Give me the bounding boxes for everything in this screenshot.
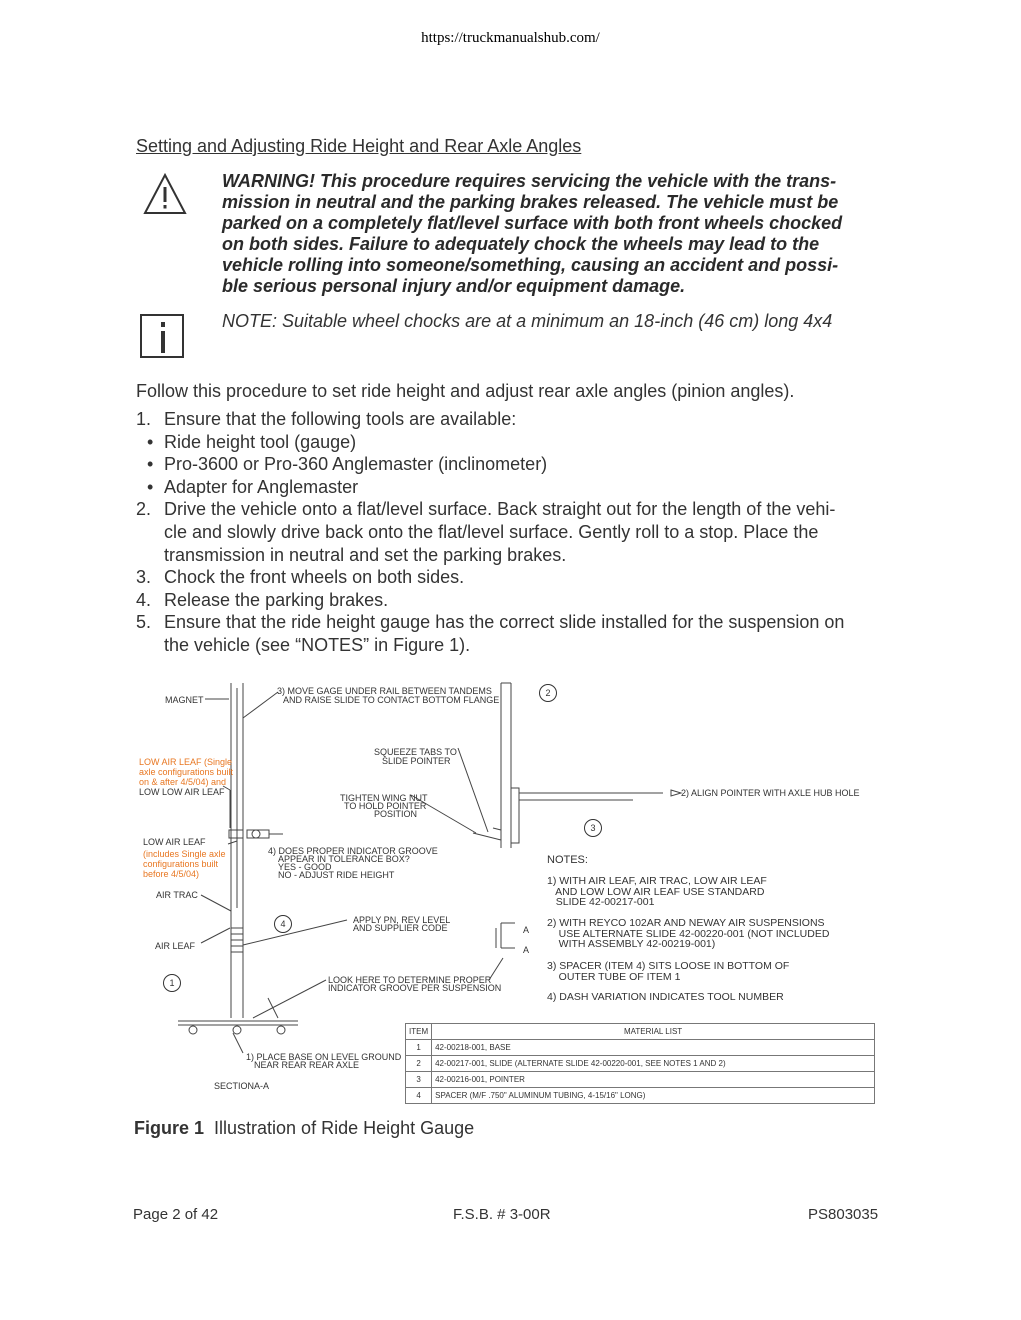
notes-title: NOTES: [547,854,588,866]
callout-2: 2 [539,684,557,702]
tighten-wing-label: TO HOLD POINTER [344,801,427,811]
info-icon [140,314,184,358]
warning-line: vehicle rolling into someone/something, causing an accident and possi- [222,255,839,275]
warning-icon [143,172,187,216]
warning-text [222,171,887,297]
apply-pn-label: AND SUPPLIER CODE [353,923,448,933]
note-2: 2) WITH REYCO 102AR AND NEWAY AIR SUSPENSIONS USE ALTERNATE SLIDE 42-00220-001 (NOT INCLUDED WITH ASSEMBLY 42-00219-001) [547,917,830,950]
low-air-leaf-before-label: (includes Single axle [143,849,226,859]
section-heading: Setting and Adjusting Ride Height and Rear Axle Angles [136,136,582,156]
table-row: 1 42-00218-001, BASE [406,1040,875,1056]
note-3: 3) SPACER (ITEM 4) SITS LOOSE IN BOTTOM OF OUTER TUBE OF ITEM 1 [547,960,790,983]
callout-3: 3 [584,819,602,837]
figure-ride-height-gauge [133,678,893,1108]
page-number: Page 2 of 42 [133,1206,219,1223]
indicator-groove-label: APPEAR IN TOLERANCE BOX? [278,854,410,864]
indicator-groove-label: NO - ADJUST RIDE HEIGHT [278,870,395,880]
look-here-label: INDICATOR GROOVE PER SUSPENSION [328,983,502,993]
look-here-label: LOOK HERE TO DETERMINE PROPER [328,975,492,985]
tighten-wing-label: POSITION [374,809,418,819]
magnet-label: MAGNET [165,695,204,705]
low-air-leaf-label: LOW AIR LEAF [143,837,206,847]
section-mark-a: A [523,945,530,955]
table-row: 3 42-00216-001, POINTER [406,1072,875,1088]
place-base-label: NEAR REAR REAR AXLE [254,1060,360,1070]
table-header-item: ITEM [406,1024,432,1040]
part-number: PS803035 [808,1206,879,1223]
apply-pn-label: APPLY PN, REV LEVEL [353,915,451,925]
figure-caption-label: Figure 1 [134,1118,205,1138]
warning-line: mission in neutral and the parking brakes released. The vehicle must be [222,192,839,212]
warning-line: WARNING! This procedure requires servicing the vehicle with the trans- [222,171,837,191]
tool-item: • Adapter for Anglemaster [147,476,359,497]
tool-item: • Ride height tool (gauge) [147,431,357,452]
low-air-leaf-before-label: configurations built [143,859,219,869]
warning-line: parked on a completely flat/level surface with both front wheels chocked [222,213,843,233]
low-air-leaf-before-label: before 4/5/04) [143,869,200,879]
move-gage-label: AND RAISE SLIDE TO CONTACT BOTTOM FLANGE [283,695,500,705]
table-row: 4 SPACER (M/F .750" ALUMINUM TUBING, 4-15/16" LONG) [406,1088,875,1104]
indicator-groove-label: YES - GOOD [278,862,332,872]
section-mark-a: A [523,925,530,935]
source-url[interactable]: https://truckmanualshub.com/ [421,30,600,46]
low-air-leaf-single-label: axle configurations built [139,767,234,777]
table-header-title: MATERIAL LIST [432,1024,875,1040]
figure-caption-text: Illustration of Ride Height Gauge [214,1118,475,1138]
intro-text: Follow this procedure to set ride height and adjust rear axle angles (pinion angles). [136,381,795,401]
low-low-air-leaf-label: LOW LOW AIR LEAF [139,787,225,797]
note-text: NOTE: Suitable wheel chocks are at a minimum an 18-inch (46 cm) long 4x4 [222,311,833,331]
step-5: 5. Ensure that the ride height gauge has the correct slide installed for the suspension on the vehicle (see “NOTES” in Figure 1). [136,612,845,655]
warning-line: ble serious personal injury and/or equipment damage. [222,276,686,296]
squeeze-tabs-label: SQUEEZE TABS TO [374,747,457,757]
air-leaf-label: AIR LEAF [155,941,196,951]
low-air-leaf-single-label: on & after 4/5/04) and [139,777,227,787]
table-row: 2 42-00217-001, SLIDE (ALTERNATE SLIDE 42-00220-001, SEE NOTES 1 AND 2) [406,1056,875,1072]
step-2: 2. Drive the vehicle onto a flat/level surface. Back straight out for the length of the vehi- cle and slowly drive back onto the flat/level surface. Gently roll to a stop. Place the transmission in neutral and set the parking brakes. [136,499,836,565]
document-code: F.S.B. # 3-00R [453,1206,551,1223]
indicator-groove-label: 4) DOES PROPER INDICATOR GROOVE [268,846,438,856]
note-1: 1) WITH AIR LEAF, AIR TRAC, LOW AIR LEAF AND LOW LOW AIR LEAF USE STANDARD SLIDE 42-00217-001 [547,875,767,908]
squeeze-tabs-label: SLIDE POINTER [382,756,451,766]
section-label: SECTIONA-A [214,1081,270,1091]
note-4: 4) DASH VARIATION INDICATES TOOL NUMBER [547,991,784,1003]
step-3: 3. Chock the front wheels on both sides. [136,567,465,588]
place-base-label: 1) PLACE BASE ON LEVEL GROUND [246,1052,402,1062]
step-4: 4. Release the parking brakes. [136,589,389,610]
step-1: 1. Ensure that the following tools are available: [136,409,517,429]
figure-caption [134,1118,474,1139]
move-gage-label: 3) MOVE GAGE UNDER RAIL BETWEEN TANDEMS [277,686,492,696]
air-trac-label: AIR TRAC [156,890,198,900]
low-air-leaf-single-label: LOW AIR LEAF (Single [139,757,233,767]
procedure-list [136,408,896,657]
callout-4: 4 [274,915,292,933]
callout-1: 1 [163,974,181,992]
warning-line: on both sides. Failure to adequately chock the wheels may lead to the [222,234,820,254]
align-pointer-label: 2) ALIGN POINTER WITH AXLE HUB HOLE [681,788,860,798]
tighten-wing-label: TIGHTEN WING NUT [340,793,428,803]
tool-item: • Pro-3600 or Pro-360 Anglemaster (inclinometer) [147,454,548,475]
table-header-row [406,1024,875,1040]
material-list-table [405,1023,875,1104]
